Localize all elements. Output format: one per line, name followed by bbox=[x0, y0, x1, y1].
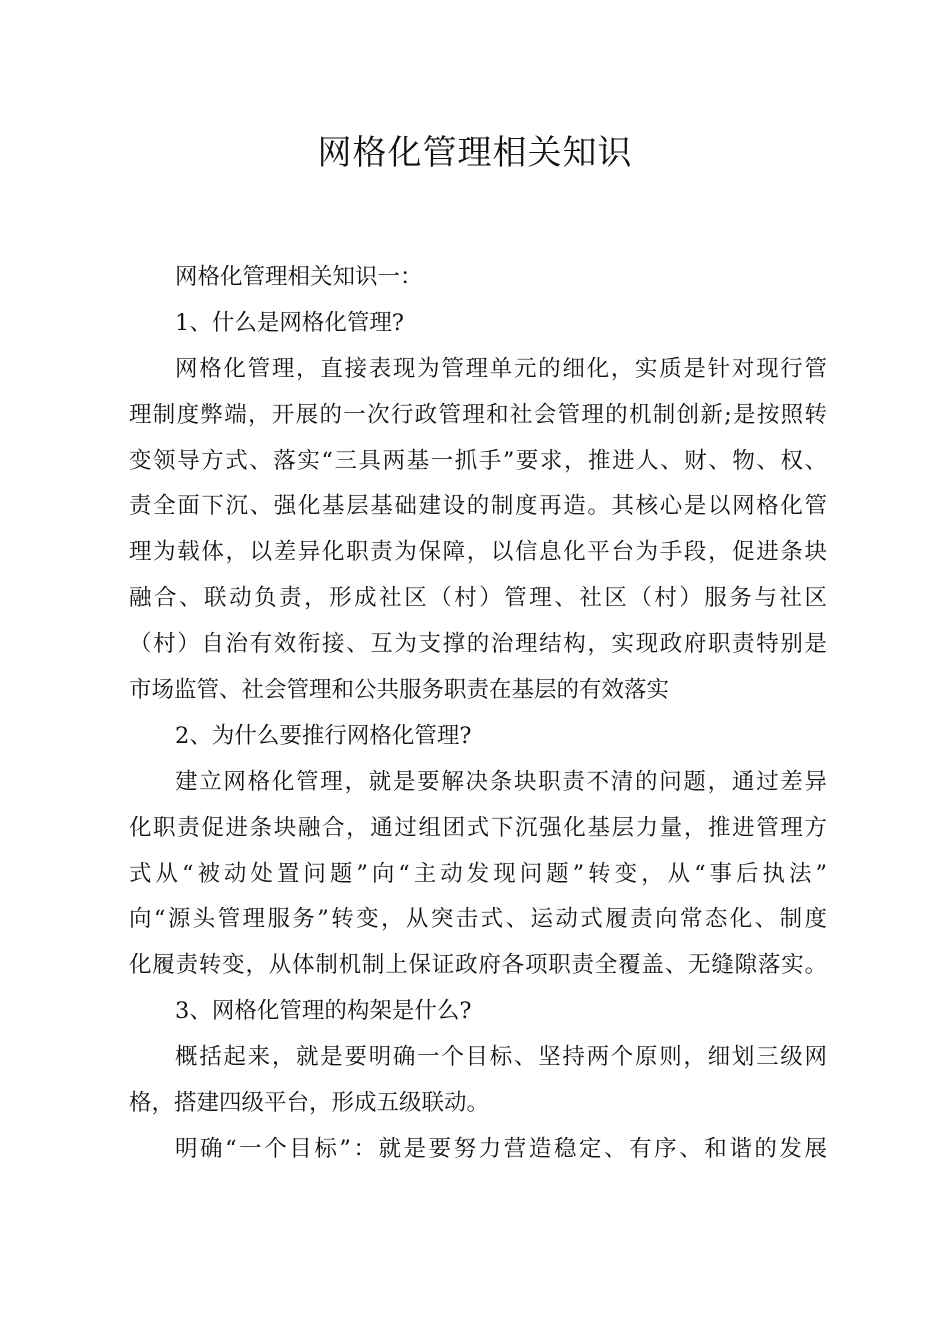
body-line: 理制度弊端，开展的一次行政管理和社会管理的机制创新;是按照转 bbox=[129, 401, 827, 428]
body-line: 网格化管理相关知识一： bbox=[175, 264, 423, 290]
body-line: 式从“被动处置问题”向“主动发现问题”转变，从“事后执法” bbox=[129, 860, 827, 887]
body-line: （村）自治有效衔接、互为支撑的治理结构，实现政府职责特别是 bbox=[129, 631, 827, 658]
document-title: 网格化管理相关知识 bbox=[317, 133, 633, 173]
body-line: 责全面下沉、强化基层基础建设的制度再造。其核心是以网格化管 bbox=[129, 493, 827, 520]
body-line: 3、网格化管理的构架是什么? bbox=[175, 998, 472, 1025]
body-line: 概括起来，就是要明确一个目标、坚持两个原则，细划三级网 bbox=[175, 1044, 827, 1071]
body-line: 化履责转变，从体制机制上保证政府各项职责全覆盖、无缝隙落实。 bbox=[129, 952, 827, 979]
body-line: 格，搭建四级平台，形成五级联动。 bbox=[129, 1090, 490, 1117]
body-line: 2、为什么要推行网格化管理? bbox=[175, 722, 472, 749]
body-line: 网格化管理，直接表现为管理单元的细化，实质是针对现行管 bbox=[175, 355, 827, 382]
body-line: 化职责促进条块融合，通过组团式下沉强化基层力量，推进管理方 bbox=[129, 814, 827, 841]
body-line: 市场监管、社会管理和公共服务职责在基层的有效落实 bbox=[129, 677, 670, 704]
body-line: 1、什么是网格化管理? bbox=[175, 309, 404, 336]
body-line: 明确“一个目标”：就是要努力营造稳定、有序、和谐的发展 bbox=[175, 1135, 827, 1162]
body-line: 向“源头管理服务”转变，从突击式、运动式履责向常态化、制度 bbox=[129, 906, 827, 933]
body-line: 变领导方式、落实“三具两基一抓手”要求，推进人、财、物、权、 bbox=[129, 447, 827, 474]
body-line: 融合、联动负责，形成社区（村）管理、社区（村）服务与社区 bbox=[129, 585, 827, 612]
document-body bbox=[129, 255, 827, 1173]
body-line: 理为载体，以差异化职责为保障，以信息化平台为手段，促进条块 bbox=[129, 539, 827, 566]
body-line: 建立网格化管理，就是要解决条块职责不清的问题，通过差异 bbox=[175, 768, 827, 795]
